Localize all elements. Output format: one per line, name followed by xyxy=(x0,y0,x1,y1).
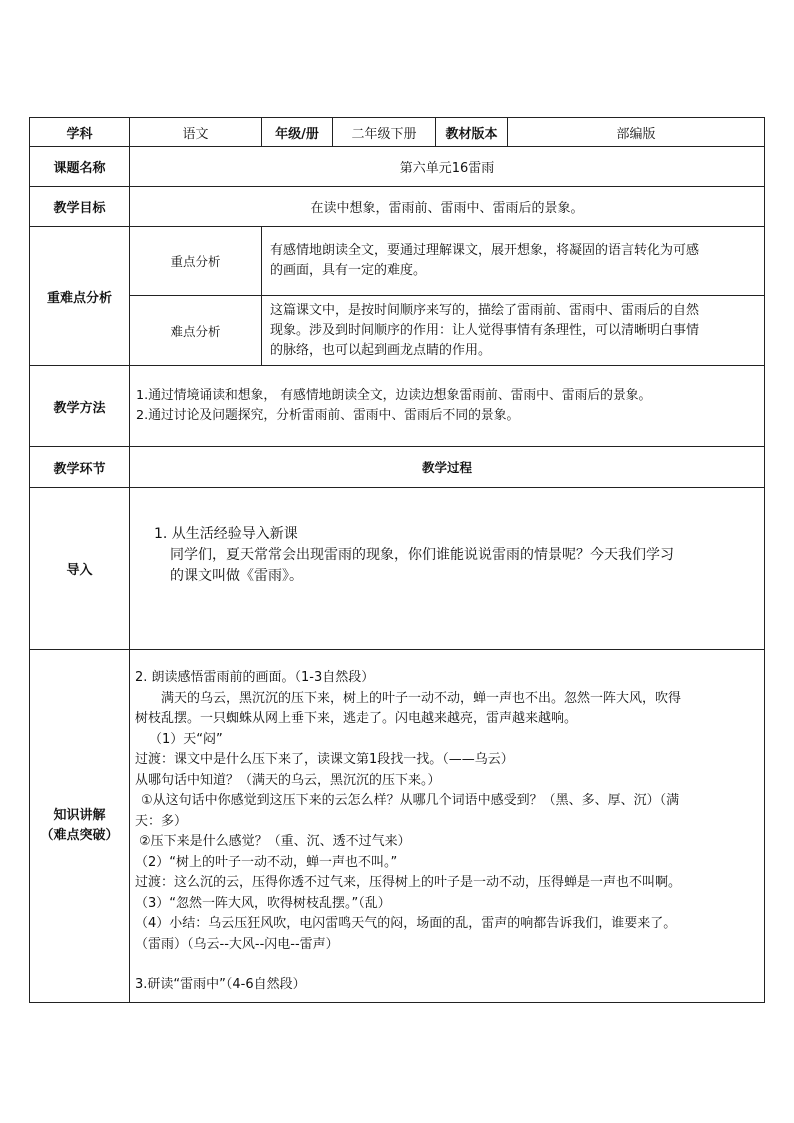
topic-label: 课题名称 xyxy=(30,147,130,187)
intro-row xyxy=(30,488,765,650)
knowledge-line: 天：多） xyxy=(135,813,188,829)
method-label: 教学方法 xyxy=(30,366,130,447)
knowledge-line: （1）天“闷” xyxy=(149,731,223,747)
hard-point-line: 现象。涉及到时间顺序的作用：让人觉得事情有条理性，可以清晰明白事情 xyxy=(270,322,700,338)
intro-label: 导入 xyxy=(30,488,130,650)
edition-value: 部编版 xyxy=(508,118,765,147)
key-point-text xyxy=(262,227,765,296)
lesson-plan-table xyxy=(29,117,765,1003)
knowledge-line: （2）“树上的叶子一动不动，蝉一声也不叫。” xyxy=(135,854,398,870)
knowledge-label-line2: （难点突破） xyxy=(40,828,119,843)
goal-row xyxy=(30,187,765,227)
knowledge-line: 过渡：这么沉的云，压得你透不过气来，压得树上的叶子是一动不动，压得蝉是一声也不叫啊。 xyxy=(135,875,682,890)
blank-line xyxy=(135,955,760,975)
intro-line: 同学们，夏天常常会出现雷雨的现象，你们谁能说说雷雨的情景呢？今天我们学习 xyxy=(170,547,674,563)
topic-row xyxy=(30,147,765,187)
knowledge-line: （雷雨）（乌云--大风--闪电--雷声） xyxy=(135,936,339,952)
knowledge-line: 3.研读“雷雨中”（4-6自然段） xyxy=(135,977,306,992)
knowledge-line: （3）“忽然一阵大风，吹得树枝乱摆。”（乱） xyxy=(135,895,391,911)
intro-text xyxy=(130,488,765,650)
subject-label: 学科 xyxy=(30,118,130,147)
hard-point-row xyxy=(30,296,765,366)
process-header-row xyxy=(30,447,765,488)
grade-value: 二年级下册 xyxy=(333,118,436,147)
difficulty-label: 重难点分析 xyxy=(30,227,130,366)
method-line: 2.通过讨论及问题探究，分析雷雨前、雷雨中、雷雨后不同的景象。 xyxy=(136,408,520,423)
knowledge-row xyxy=(30,650,765,1003)
header-row xyxy=(30,118,765,147)
knowledge-label-line1: 知识讲解 xyxy=(53,808,106,823)
hard-point-text xyxy=(262,296,765,366)
key-point-label: 重点分析 xyxy=(130,227,262,296)
knowledge-label xyxy=(30,650,130,1003)
goal-label: 教学目标 xyxy=(30,187,130,227)
topic-value: 第六单元16雷雨 xyxy=(130,147,765,187)
edition-label: 教材版本 xyxy=(436,118,508,147)
process-step-label: 教学环节 xyxy=(30,447,130,488)
hard-point-line: 的脉络，也可以起到画龙点睛的作用。 xyxy=(270,342,492,358)
key-point-row xyxy=(30,227,765,296)
process-label: 教学过程 xyxy=(130,447,765,488)
key-point-line: 的画面，具有一定的难度。 xyxy=(270,263,427,278)
hard-point-label: 难点分析 xyxy=(130,296,262,366)
intro-line: 的课文叫做《雷雨》。 xyxy=(170,568,303,584)
knowledge-line: 2. 朗读感悟雷雨前的画面。（1-3自然段） xyxy=(135,670,375,685)
hard-point-line: 这篇课文中，是按时间顺序来写的，描绘了雷雨前、雷雨中、雷雨后的自然 xyxy=(270,302,700,318)
intro-title: 1. 从生活经验导入新课 xyxy=(154,526,298,542)
subject-value: 语文 xyxy=(130,118,262,147)
knowledge-line: （4）小结：乌云压狂风吹，电闪雷鸣天气的闷，场面的乱，雷声的响都告诉我们，谁要来了。 xyxy=(135,916,677,931)
grade-label: 年级/册 xyxy=(262,118,333,147)
key-point-line: 有感情地朗读全文，要通过理解课文，展开想象，将凝固的语言转化为可感 xyxy=(270,243,700,258)
method-text xyxy=(130,366,765,447)
goal-value: 在读中想象，雷雨前、雷雨中、雷雨后的景象。 xyxy=(130,187,765,227)
knowledge-line: 从哪句话中知道？（满天的乌云，黑沉沉的压下来。） xyxy=(135,772,441,788)
knowledge-text xyxy=(130,650,765,1003)
knowledge-line: ②压下来是什么感觉？（重、沉、透不过气来） xyxy=(139,834,411,849)
knowledge-line: 过渡：课文中是什么压下来了，读课文第1段找一找。（——乌云） xyxy=(135,752,514,767)
knowledge-line: 满天的乌云，黑沉沉的压下来，树上的叶子一动不动，蝉一声也不出。忽然一阵大风，吹得 xyxy=(161,690,682,706)
knowledge-line: ①从这句话中你感觉到这压下来的云怎么样？从哪几个词语中感受到？（黑、多、厚、沉）（满 xyxy=(141,793,680,808)
knowledge-line: 树枝乱摆。一只蜘蛛从网上垂下来，逃走了。闪电越来越亮，雷声越来越响。 xyxy=(135,711,578,726)
method-line: 1.通过情境诵读和想象， 有感情地朗读全文，边读边想象雷雨前、雷雨中、雷雨后的景象。 xyxy=(136,388,652,403)
method-row xyxy=(30,366,765,447)
